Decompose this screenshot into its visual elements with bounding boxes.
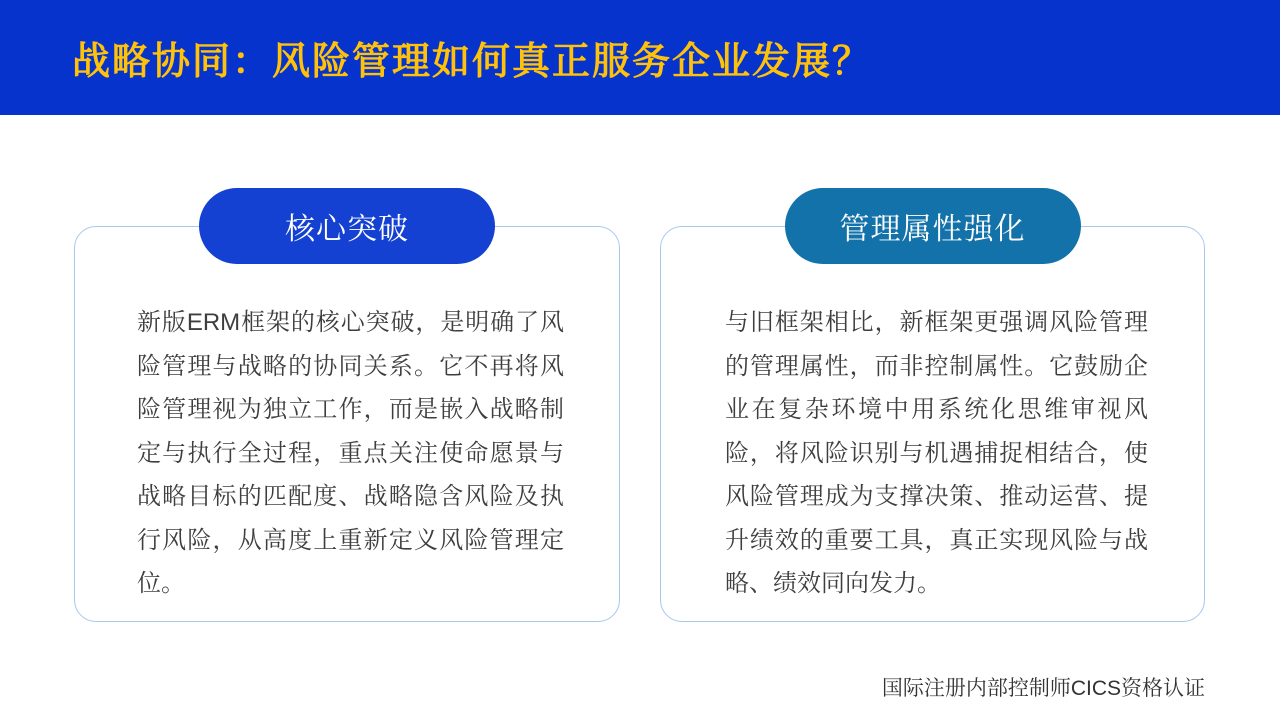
header-bar [0,0,1280,115]
card-badge-management-attribute: 管理属性强化 [785,188,1081,264]
card-core-breakthrough [74,213,620,622]
page-title: 战略协同：风险管理如何真正服务企业发展？ [72,41,873,83]
card-management-attribute [660,213,1205,622]
footer-credit: 国际注册内部控制师CICS资格认证 [881,677,1205,700]
card-badge-core-breakthrough: 核心突破 [199,188,495,264]
card-body-core-breakthrough: 新版ERM框架的核心突破，是明确了风险管理与战略的协同关系。它不再将风险管理视为独立工作，而是嵌入战略制定与执行全过程，重点关注使命愿景与战略目标的匹配度、战略隐含风险及执行风险，从高度上重新定义风险管理定位。 [137,309,564,597]
card-body-management-attribute: 与旧框架相比，新框架更强调风险管理的管理属性，而非控制属性。它鼓励企业在复杂环境中用系统化思维审视风险，将风险识别与机遇捕捉相结合，使风险管理成为支撑决策、推动运营、提升绩效的重要工具，真正实现风险与战略、绩效同向发力。 [725,309,1148,597]
